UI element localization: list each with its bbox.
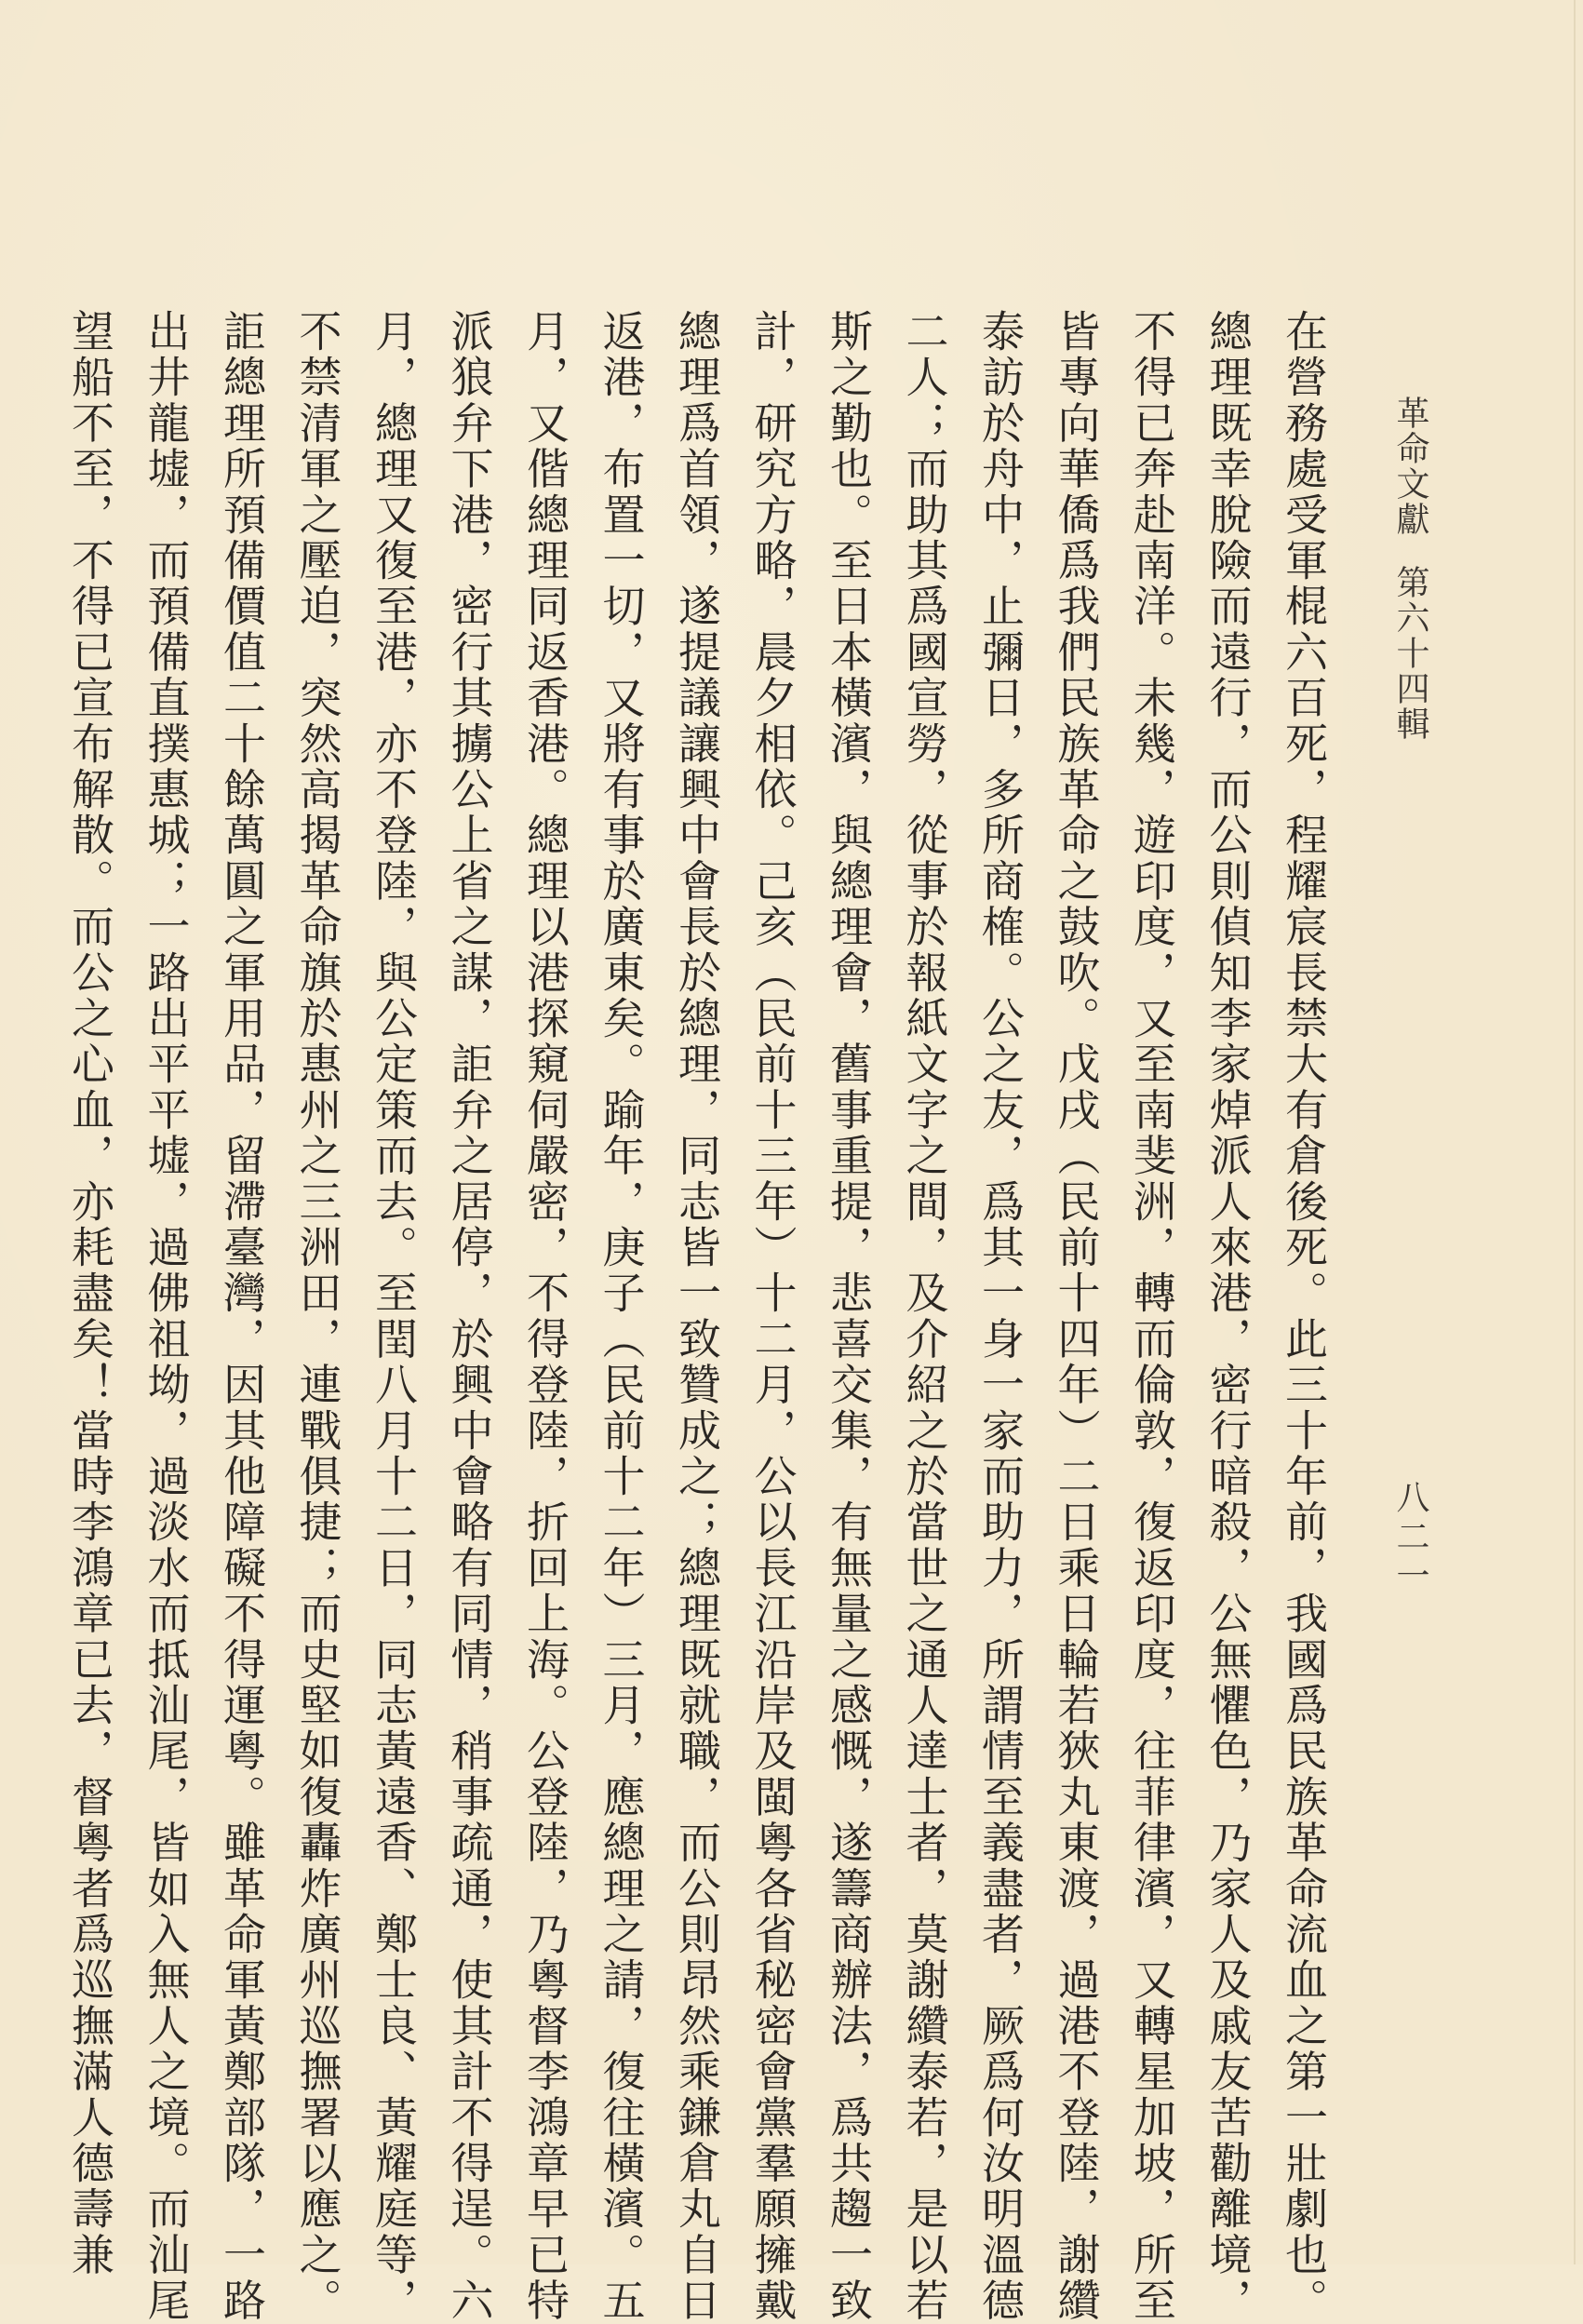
text-column: 在營務處受軍棍六百死，程耀宸長禁大有倉後死。此三十年前，我國爲民族革命流血之第一壯劇也。 xyxy=(1279,309,1329,2324)
text-column: 派狼弁下港，密行其擄公上省之謀，詎弁之居停，於興中會略有同情，稍事疏通，使其計不得逞。六 xyxy=(444,309,495,2324)
text-column: 泰訪於舟中，止彌日，多所商榷。公之友，爲其一身一家而助力，所謂情至義盡者，厥爲何汝明溫德 xyxy=(975,309,1026,2324)
text-column: 皆專向華僑爲我們民族革命之鼓吹。戊戌（民前十四年）二日乘日輪若狹丸東渡，過港不登陸，謝纘 xyxy=(1051,309,1102,2324)
text-column: 斯之勤也。至日本橫濱，與總理會，舊事重提，悲喜交集，有無量之感慨，遂籌商辦法，爲共趨一致 xyxy=(824,309,874,2324)
text-column: 二人；而助其爲國宣勞，從事於報紙文字之間，及介紹之於當世之通人達士者，莫謝纘泰若，是以若 xyxy=(899,309,950,2324)
text-column: 望船不至，不得已宣布解散。而公之心血，亦耗盡矣！當時李鴻章已去，督粵者爲巡撫滿人德壽兼 xyxy=(65,309,115,2278)
volume-label: 第六十四輯 xyxy=(1391,565,1429,742)
text-column: 不禁清軍之壓迫，突然高揭革命旗於惠州之三洲田，連戰俱捷；而史堅如復轟炸廣州巡撫署以應之。 xyxy=(292,309,343,2324)
text-column: 詎總理所預備價值二十餘萬圓之軍用品，留滯臺灣，因其他障礙不得運粵。雖革命軍黃鄭部隊，一路 xyxy=(217,309,267,2324)
text-column: 返港，布置一切，又將有事於廣東矣。踰年，庚子（民前十二年）三月，應總理之請，復往橫濱。五 xyxy=(596,309,647,2324)
text-column: 出井龍墟，而預備直撲惠城；一路出平平墟，過佛祖坳，過淡水而抵汕尾，皆如入無人之境。而汕尾 xyxy=(141,309,192,2324)
page-edge-line xyxy=(1574,0,1576,2264)
running-header xyxy=(1387,396,1433,742)
text-column: 月，又偕總理同返香港。總理以港探窺伺嚴密，不得登陸，折回上海。公登陸，乃粵督李鴻章早已特 xyxy=(520,309,570,2324)
text-column: 總理爲首領，遂提議讓興中會長於總理，同志皆一致贊成之；總理既就職，而公則昂然乘鎌倉丸自日 xyxy=(672,309,722,2324)
page-number: 八二一 xyxy=(1391,1480,1429,1597)
body-text xyxy=(52,309,1342,2324)
text-column: 總理既幸脫險而遠行，而公則偵知李家焯派人來港，密行暗殺，公無懼色，乃家人及戚友苦勸離境， xyxy=(1202,309,1254,2324)
book-title: 革命文獻 xyxy=(1391,396,1429,537)
text-column: 計，研究方略，晨夕相依。己亥（民前十三年）十二月，公以長江沿岸及閩粵各省秘密會黨羣願擁戴 xyxy=(747,309,798,2324)
text-column: 月，總理又復至港，亦不登陸，與公定策而去。至閏八月十二日，同志黃遠香、鄭士良、黃耀庭等， xyxy=(369,309,419,2324)
text-column: 不得已奔赴南洋。未幾，遊印度，又至南斐洲，轉而倫敦，復返印度，往菲律濱，又轉星加坡，所至 xyxy=(1127,309,1177,2324)
